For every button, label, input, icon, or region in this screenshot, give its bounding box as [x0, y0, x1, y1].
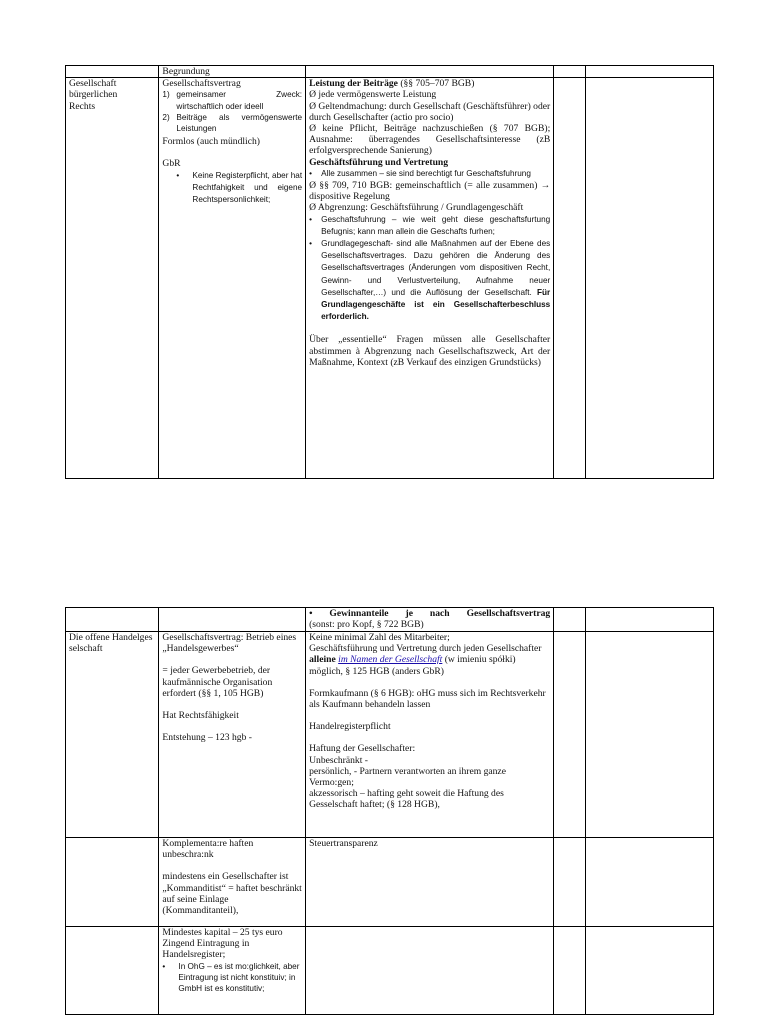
text-bold: Für Grundlagengeschäfte ist ein Gesellschafterbeschluss erforderlich. [321, 287, 551, 322]
paragraph: Steuertransparenz [309, 838, 378, 849]
table-cell [159, 66, 306, 78]
list-item [162, 112, 302, 134]
table-cell [66, 608, 159, 632]
paragraph: Gesellschaftsvertrag: Betrieb eines „Handelsgewerbes“ [162, 632, 297, 655]
heading-geschaeftsfuehrung [309, 157, 550, 168]
list-item [162, 170, 302, 207]
paragraph: Haftung der Gesellschafter: [309, 743, 416, 755]
paragraph: akzessorisch – hafting geht soweit die Haftung des Gesselschaft haftet; (§ 128 HGB), [309, 788, 504, 811]
table-cell [554, 838, 586, 927]
list-number: 2) [162, 112, 170, 122]
table-ohg [65, 607, 714, 1015]
paragraph: Unbeschränkt - [309, 754, 368, 766]
list-text [321, 238, 550, 323]
table-cell [66, 927, 159, 1015]
paragraph: persönlich, - Partnern verantworten an ihrem ganze Vermo:gen; [309, 765, 506, 789]
list-text: Keine Registerpflicht, aber hat Rechtfahigkeit und eigene Rechtspersonlichkeit; [192, 170, 303, 205]
cell-title: Gesellschaftsvertrag [162, 78, 241, 90]
heading-bold: Geschäftsführung und Vertretung [309, 156, 449, 168]
paragraph: Ø §§ 709, 710 BGB: gemeinschaftlich (= alle zusammen) → dispositive Regelung [309, 180, 551, 203]
paragraph: Handelregisterpflicht [309, 721, 391, 733]
table-cell [66, 838, 159, 927]
paragraph: Ø Geltendmachung: durch Gesellschaft (Geschäftsführer) oder durch Gesellschafter (actio pro socio) [309, 100, 551, 123]
bullet-icon: • [309, 214, 312, 224]
paragraph: = jeder Gewerbebetrieb, der kaufmännische Organisation erfordert (§§ 1, 105 HGB) [162, 665, 273, 699]
text-plain: Grundlagegeschaft- sind alle Maßnahmen auf der Ebene des Gesellschaftsvertrages. Dazu gehören die Änderung des Gesellschaftsvertrages (Änderungen vom dispositiven Recht, Gewinn- und Verlustverteilung, Aufnahme neuer Gesellschafter,…) und die Auflösung der Gesellschaft. [321, 239, 551, 297]
table-cell [306, 632, 554, 838]
hyperlink[interactable]: im Namen der Gesellschaft [338, 654, 443, 666]
list-item [309, 168, 550, 180]
heading-beitraege [309, 78, 550, 89]
paragraph: Über „essentielle“ Fragen müssen alle Gesellschafter abstimmen à Abgrenzung nach Gesellschaftszweck, Art der Maßnahme, Kontext (zB Verkauf des einzigen Grundstücks) [309, 334, 551, 368]
table-cell [586, 608, 714, 632]
row-label-cell [66, 632, 159, 838]
table-cell [159, 838, 306, 927]
table-cell [306, 927, 554, 1015]
table-header-row [66, 608, 714, 632]
paragraph: Formkaufmann (§ 6 HGB): oHG muss sich im Rechtsverkehr als Kaufmann behandeln lassen [309, 687, 546, 711]
table-cell [66, 66, 159, 78]
list-item [162, 89, 302, 111]
table-row [66, 632, 714, 838]
heading-rest: (§§ 705–707 BGB) [397, 78, 475, 90]
list-number: 1) [162, 90, 170, 100]
paragraph: Komplementa:re haften unbeschra:nk [162, 838, 254, 861]
paragraph: Ø jede vermögenswerte Leistung [309, 89, 437, 101]
table-gbr [65, 65, 714, 479]
table-cell [159, 78, 306, 479]
list-text: Beiträge als vermögenswerte Leistungen [176, 112, 303, 134]
list-item [309, 238, 550, 323]
formlos-text: Formlos (auch mündlich) [162, 136, 260, 148]
bullet-icon: • [309, 239, 312, 249]
bullet-icon: • [176, 170, 180, 180]
row-label-cell [66, 78, 159, 479]
row-label: Die offene Handelgesselschaft [69, 632, 153, 655]
table-row [66, 78, 714, 479]
table-cell [159, 632, 306, 838]
table-cell [159, 927, 306, 1015]
heading-gewinnanteile [309, 608, 550, 619]
table-cell [554, 927, 586, 1015]
gbr-text: GbR [162, 158, 181, 170]
list-text: gemeinsamer Zweck: wirtschaftlich oder ideell [176, 90, 303, 111]
table-cell [554, 608, 586, 632]
list-text: Geschaftsfuhrung – wie weit geht diese geschaftsfurtung Befugnis; kann man allein die Geschafts furhen; [321, 214, 551, 236]
table-row [66, 838, 714, 927]
table-cell [306, 608, 554, 632]
table-cell [586, 78, 714, 479]
table-cell [586, 927, 714, 1015]
list-item [309, 214, 550, 238]
table-cell [586, 632, 714, 838]
paragraph: Entstehung – 123 hgb - [162, 732, 252, 744]
paragraph: Mindestes kapital – 25 tys euro Zingend Eintragung in Handelsregister; [162, 927, 283, 961]
table-cell [306, 838, 554, 927]
row-label: Gesellschaft bürgerlichen Rechts [69, 78, 118, 112]
bullet-icon: • [162, 961, 166, 971]
paragraph: Ø keine Pflicht, Beiträge nachzuschießen (§ 707 BGB); Ausnahme: überragendes Gesellschaftsinteresse (zB erfolgversprechende Sanierung) [309, 123, 551, 157]
bullet-icon: • [309, 168, 312, 178]
paragraph: mindestens ein Gesellschafter ist „Kommanditist“ = haftet beschränkt auf seine Einlage (Kommanditanteil), [162, 871, 302, 917]
heading-bold: Leistung der Beiträge [309, 78, 398, 90]
list-text: Alle zusammen – sie sind berechtigt fur Geschaftsfuhrung [321, 168, 531, 178]
table-cell [306, 78, 554, 479]
table-cell [586, 66, 714, 78]
paragraph: Hat Rechtsfähigkeit [162, 710, 239, 722]
paragraph: (sonst: pro Kopf, § 722 BGB) [309, 619, 424, 631]
table-header-row [66, 66, 714, 78]
text-plain: (w imieniu spółki) möglich, § 125 HGB (anders GbR) [309, 654, 516, 677]
paragraph [309, 643, 550, 677]
text-plain: Geschäftsführung und Vertretung durch jeden Gesellschafter [309, 643, 542, 655]
text-bold: alleine [309, 654, 336, 666]
list-text: In OhG – es ist mo:glichkeit, aber Eintragung ist nicht konstituiv; in GmbH ist es konstitutiv; [178, 961, 300, 993]
table-cell [554, 66, 586, 78]
list-item [162, 961, 302, 994]
table-cell [554, 78, 586, 479]
paragraph: Ø Abgrenzung: Geschäftsführung / Grundlagengeschäft [309, 202, 524, 214]
heading-bold: • Gewinnanteile je nach Gesellschaftsvertrag [309, 608, 551, 619]
header-begrundung: Begrundung [162, 66, 210, 77]
table-cell [306, 66, 554, 78]
table-cell [159, 608, 306, 632]
paragraph: Keine minimal Zahl des Mitarbeiter; [309, 632, 450, 643]
table-cell [586, 838, 714, 927]
table-row [66, 927, 714, 1015]
table-cell [554, 632, 586, 838]
